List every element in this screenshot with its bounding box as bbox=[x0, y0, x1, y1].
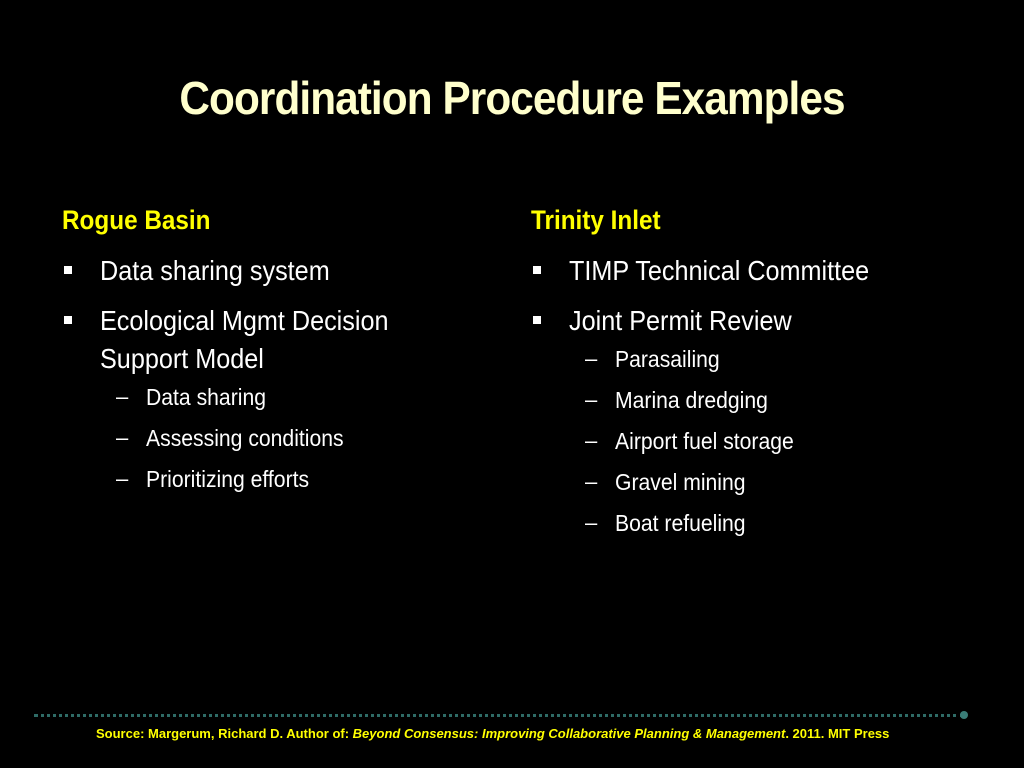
sub-list-item-label: Parasailing bbox=[615, 346, 720, 372]
list-item-label: Data sharing system bbox=[100, 255, 330, 286]
source-prefix: Source: Margerum, Richard D. Author of: bbox=[96, 726, 353, 741]
sub-list-item bbox=[531, 385, 971, 415]
footer-dot-icon bbox=[960, 711, 968, 719]
list-item-label: TIMP Technical Committee bbox=[569, 255, 870, 286]
list-item-label: Joint Permit Review bbox=[569, 305, 792, 336]
sub-list-item bbox=[62, 464, 482, 494]
sub-list-item bbox=[531, 508, 971, 538]
sub-bullet-list bbox=[100, 382, 482, 494]
sub-list-item-label: Data sharing bbox=[146, 384, 266, 410]
dash-bullet-icon: – bbox=[585, 346, 598, 371]
sub-list-item-label: Assessing conditions bbox=[146, 425, 344, 451]
right-column-heading: Trinity Inlet bbox=[531, 205, 661, 235]
sub-list-item bbox=[62, 423, 482, 453]
list-item bbox=[531, 302, 971, 538]
list-item bbox=[62, 252, 482, 290]
left-bullet-list bbox=[62, 252, 482, 494]
sub-list-item-label: Prioritizing efforts bbox=[146, 466, 310, 492]
sub-list-item-label: Boat refueling bbox=[615, 510, 746, 536]
sub-list-item bbox=[531, 426, 971, 456]
list-item bbox=[62, 302, 482, 494]
dash-bullet-icon: – bbox=[585, 510, 598, 535]
square-bullet-icon bbox=[533, 266, 541, 274]
dash-bullet-icon: – bbox=[116, 384, 129, 409]
left-column bbox=[62, 202, 482, 506]
source-book-title: Beyond Consensus: Improving Collaborative Planning & Management bbox=[352, 726, 786, 741]
dash-bullet-icon: – bbox=[116, 466, 129, 491]
footer-divider bbox=[34, 714, 964, 717]
dash-bullet-icon: – bbox=[585, 387, 598, 412]
sub-list-item-label: Airport fuel storage bbox=[615, 428, 794, 454]
dash-bullet-icon: – bbox=[116, 425, 129, 450]
sub-list-item-label: Gravel mining bbox=[615, 469, 746, 495]
square-bullet-icon bbox=[64, 266, 72, 274]
sub-bullet-list bbox=[569, 344, 971, 538]
dash-bullet-icon: – bbox=[585, 428, 598, 453]
right-bullet-list bbox=[531, 252, 971, 538]
sub-list-item bbox=[531, 344, 971, 374]
square-bullet-icon bbox=[64, 316, 72, 324]
list-item bbox=[531, 252, 971, 290]
sub-list-item bbox=[531, 467, 971, 497]
slide-title: Coordination Procedure Examples bbox=[179, 72, 845, 124]
source-citation bbox=[96, 725, 926, 743]
right-column bbox=[531, 202, 971, 550]
source-suffix: . 2011. MIT Press bbox=[785, 726, 890, 741]
dash-bullet-icon: – bbox=[585, 469, 598, 494]
sub-list-item-label: Marina dredging bbox=[615, 387, 768, 413]
left-column-heading: Rogue Basin bbox=[62, 205, 211, 235]
sub-list-item bbox=[62, 382, 482, 412]
square-bullet-icon bbox=[533, 316, 541, 324]
list-item-label: Ecological Mgmt Decision Support Model bbox=[100, 305, 389, 374]
